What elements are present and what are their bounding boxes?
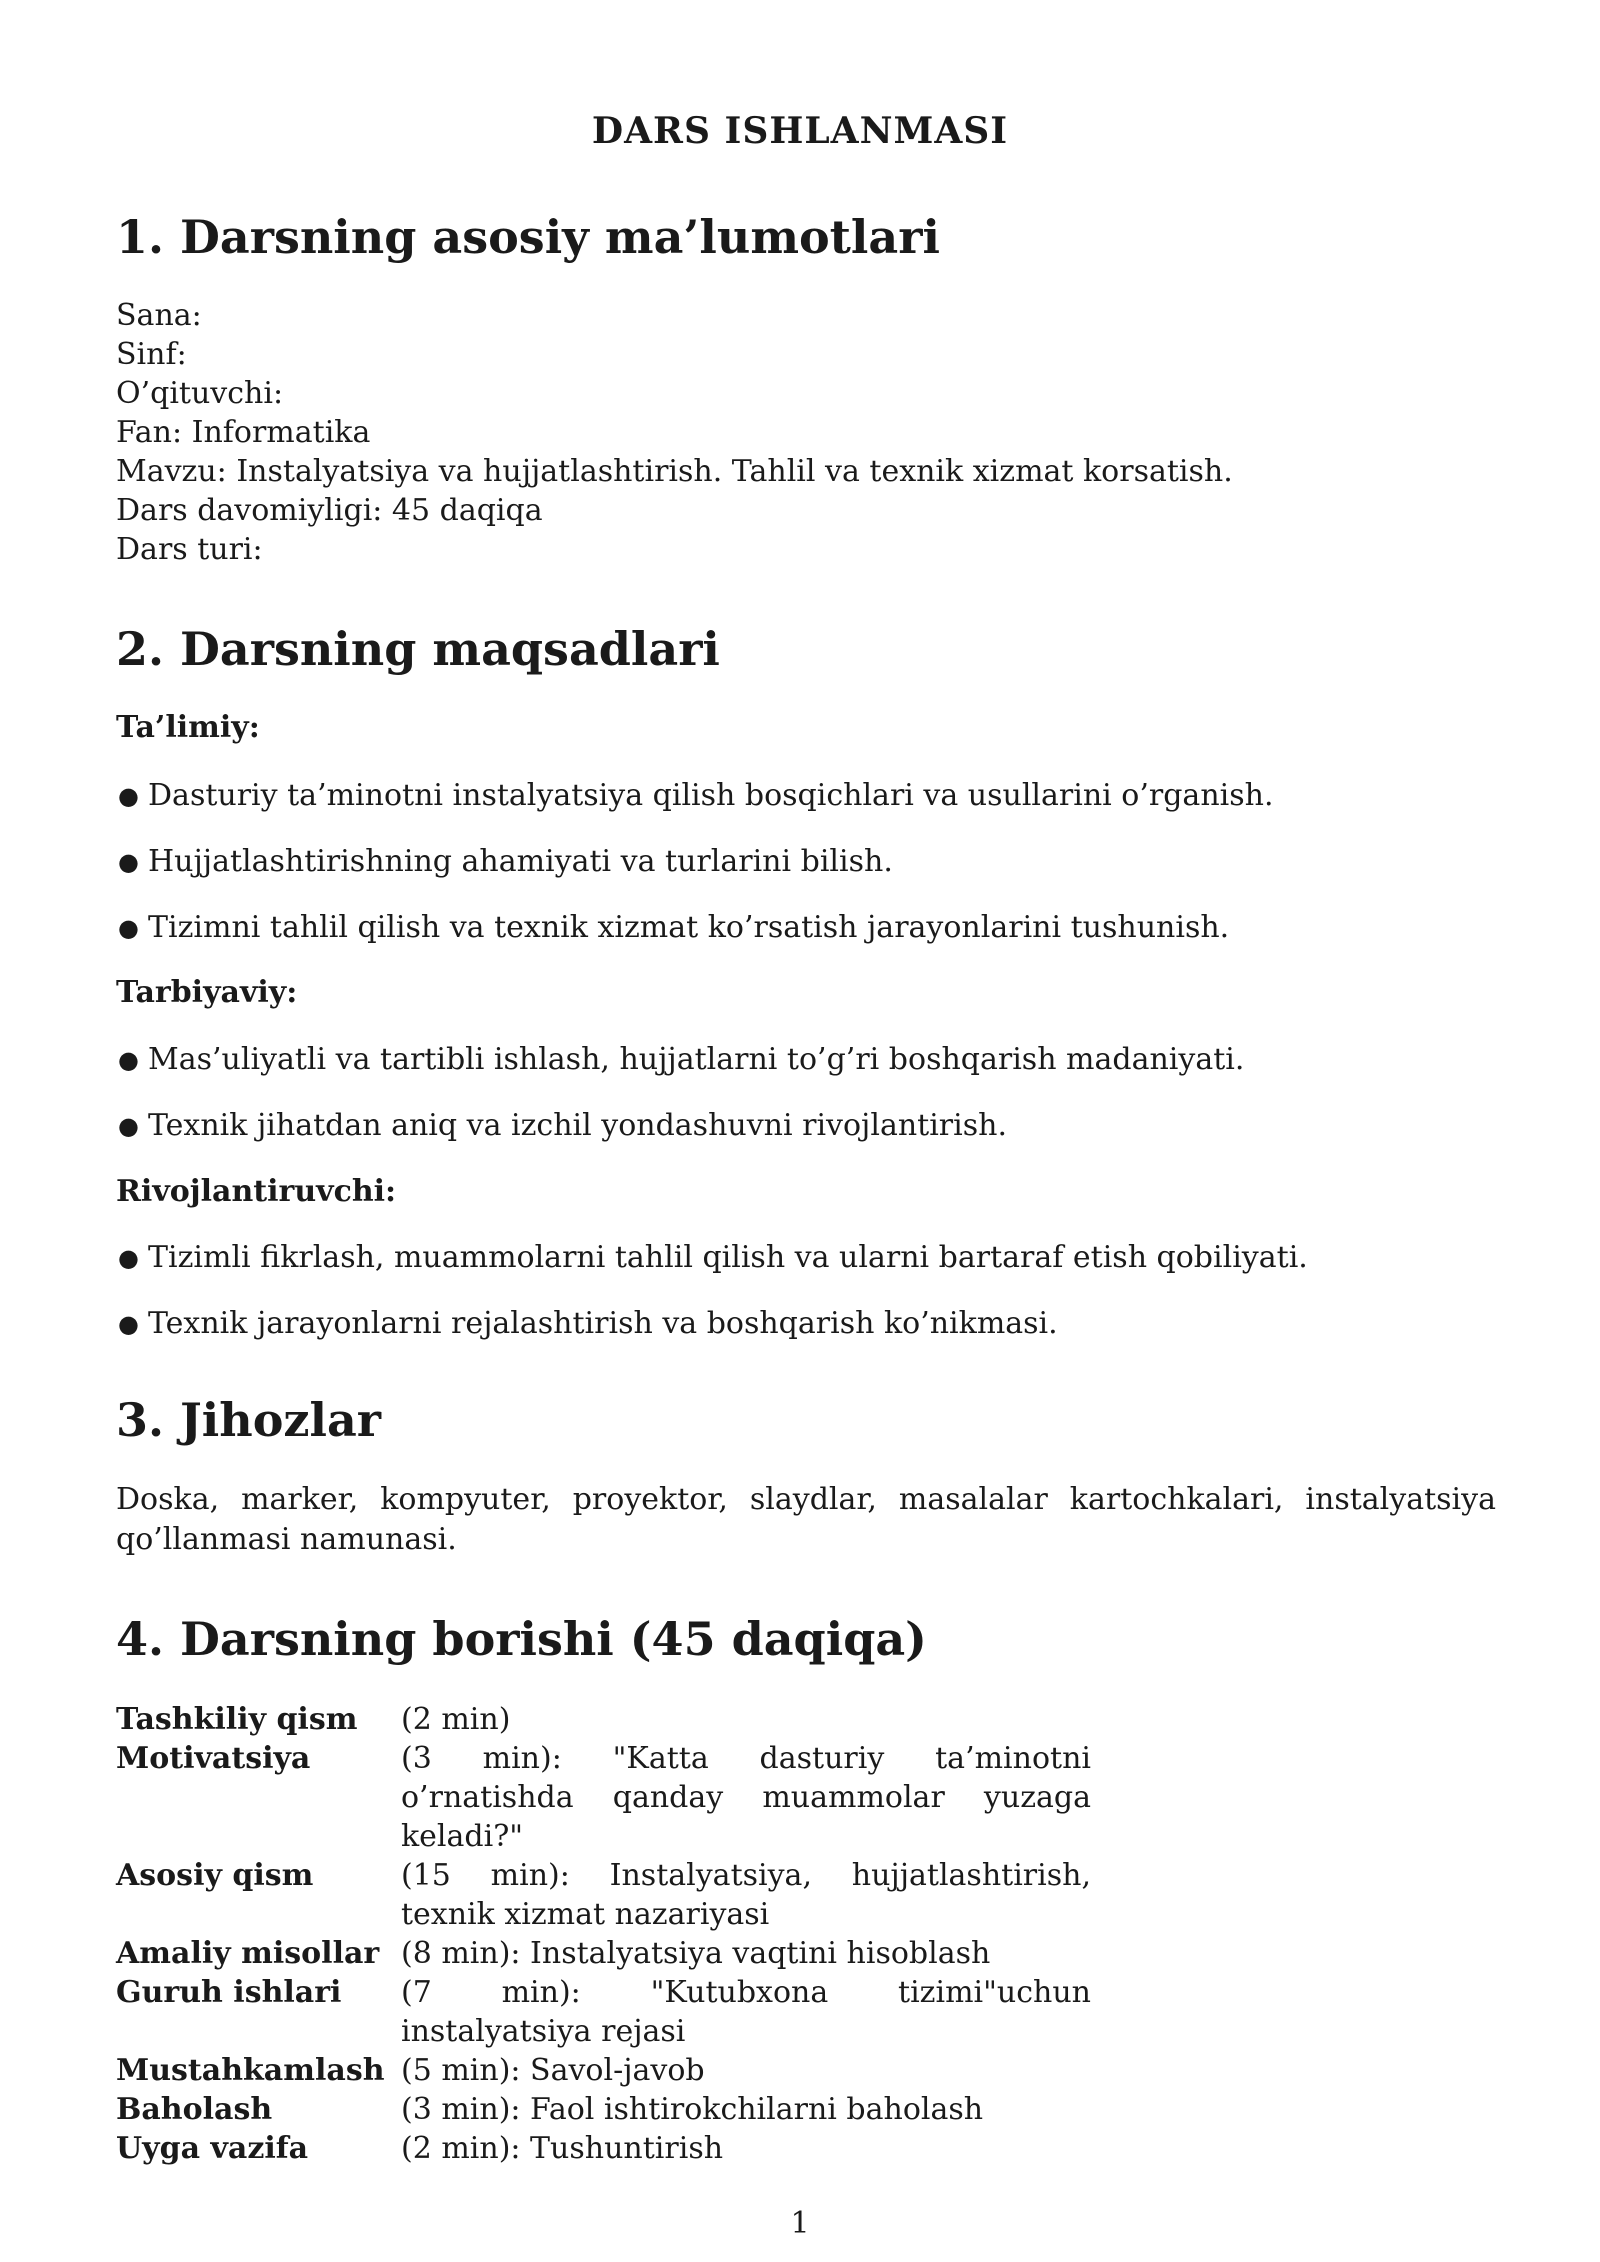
list-item: ● Dasturiy ta’minotni instalyatsiya qilish bosqichlari va usullarini o’rganish. (116, 776, 1273, 842)
info-topic: Mavzu: Instalyatsiya va hujjatlashtirish. Tahlil va texnik xizmat korsatish. (116, 454, 1233, 489)
goal-group-upbringing-list (116, 1040, 1244, 1172)
list-item: ● Texnik jarayonlarni rejalashtirish va boshqarish ko’nikmasi. (116, 1304, 1308, 1370)
section-4-heading: 4. Darsning borishi (45 daqiqa) (116, 1612, 927, 1666)
section-3-heading: 3. Jihozlar (116, 1393, 382, 1447)
schedule-row: Uyga vazifa (2 min): Tushuntirish (116, 2131, 724, 2166)
section-1-heading: 1. Darsning asosiy ma’lumotlari (116, 210, 940, 264)
page-number: 1 (790, 2206, 810, 2241)
schedule-row: Amaliy misollar (8 min): Instalyatsiya vaqtini hisoblash (116, 1936, 991, 1971)
info-class: Sinf: (116, 337, 187, 372)
info-date: Sana: (116, 298, 202, 333)
bullet-icon: ● (118, 848, 139, 876)
info-duration: Dars davomiyligi: 45 daqiqa (116, 493, 543, 528)
bullet-icon: ● (118, 782, 139, 810)
list-item: ● Mas’uliyatli va tartibli ishlash, hujjatlarni to’g’ri boshqarish madaniyati. (116, 1040, 1244, 1106)
schedule-row: Asosiy qism (15 min): Instalyatsiya, hujjatlashtirish, texnik xizmat nazariyasi (116, 1858, 1091, 1932)
goal-group-educational-label: Ta’limiy: (116, 710, 260, 745)
schedule-row: Tashkiliy qism (2 min) (116, 1702, 511, 1737)
equipment-text: Doska, marker, kompyuter, proyektor, slaydlar, masalalar kartochkalari, instalyatsiya qo’llanmasi namunasi. (116, 1482, 1496, 1557)
goal-group-developmental-label: Rivojlantiruvchi: (116, 1174, 397, 1209)
schedule-row: Mustahkamlash (5 min): Savol-javob (116, 2053, 705, 2088)
goal-group-upbringing-label: Tarbiyaviy: (116, 975, 298, 1010)
bullet-icon: ● (118, 1112, 139, 1140)
list-item: ● Texnik jihatdan aniq va izchil yondashuvni rivojlantirish. (116, 1106, 1244, 1172)
goal-group-developmental-list (116, 1238, 1308, 1370)
lesson-info-block (116, 296, 1233, 569)
list-item: ● Tizimli fikrlash, muammolarni tahlil qilish va ularni bartaraf etish qobiliyati. (116, 1238, 1308, 1304)
list-item: ● Tizimni tahlil qilish va texnik xizmat ko’rsatish jarayonlarini tushunish. (116, 908, 1273, 974)
info-subject: Fan: Informatika (116, 415, 371, 450)
schedule-row: Guruh ishlari (7 min): "Kutubxona tizimi"uchun instalyatsiya rejasi (116, 1975, 1091, 2049)
info-lesson-type: Dars turi: (116, 532, 263, 567)
document-title: DARS ISHLANMASI (591, 110, 1009, 152)
section-2-heading: 2. Darsning maqsadlari (116, 622, 720, 676)
bullet-icon: ● (118, 1046, 139, 1074)
info-teacher: O’qituvchi: (116, 376, 284, 411)
bullet-icon: ● (118, 1310, 139, 1338)
list-item: ● Hujjatlashtirishning ahamiyati va turlarini bilish. (116, 842, 1273, 908)
schedule-row: Baholash (3 min): Faol ishtirokchilarni baholash (116, 2092, 984, 2127)
bullet-icon: ● (118, 914, 139, 942)
goal-group-educational-list (116, 776, 1273, 974)
bullet-icon: ● (118, 1244, 139, 1272)
lesson-schedule (116, 1700, 1091, 2168)
schedule-row: Motivatsiya (3 min): "Katta dasturiy ta’minotni o’rnatishda qanday muammolar yuzaga keladi?" (116, 1741, 1091, 1854)
